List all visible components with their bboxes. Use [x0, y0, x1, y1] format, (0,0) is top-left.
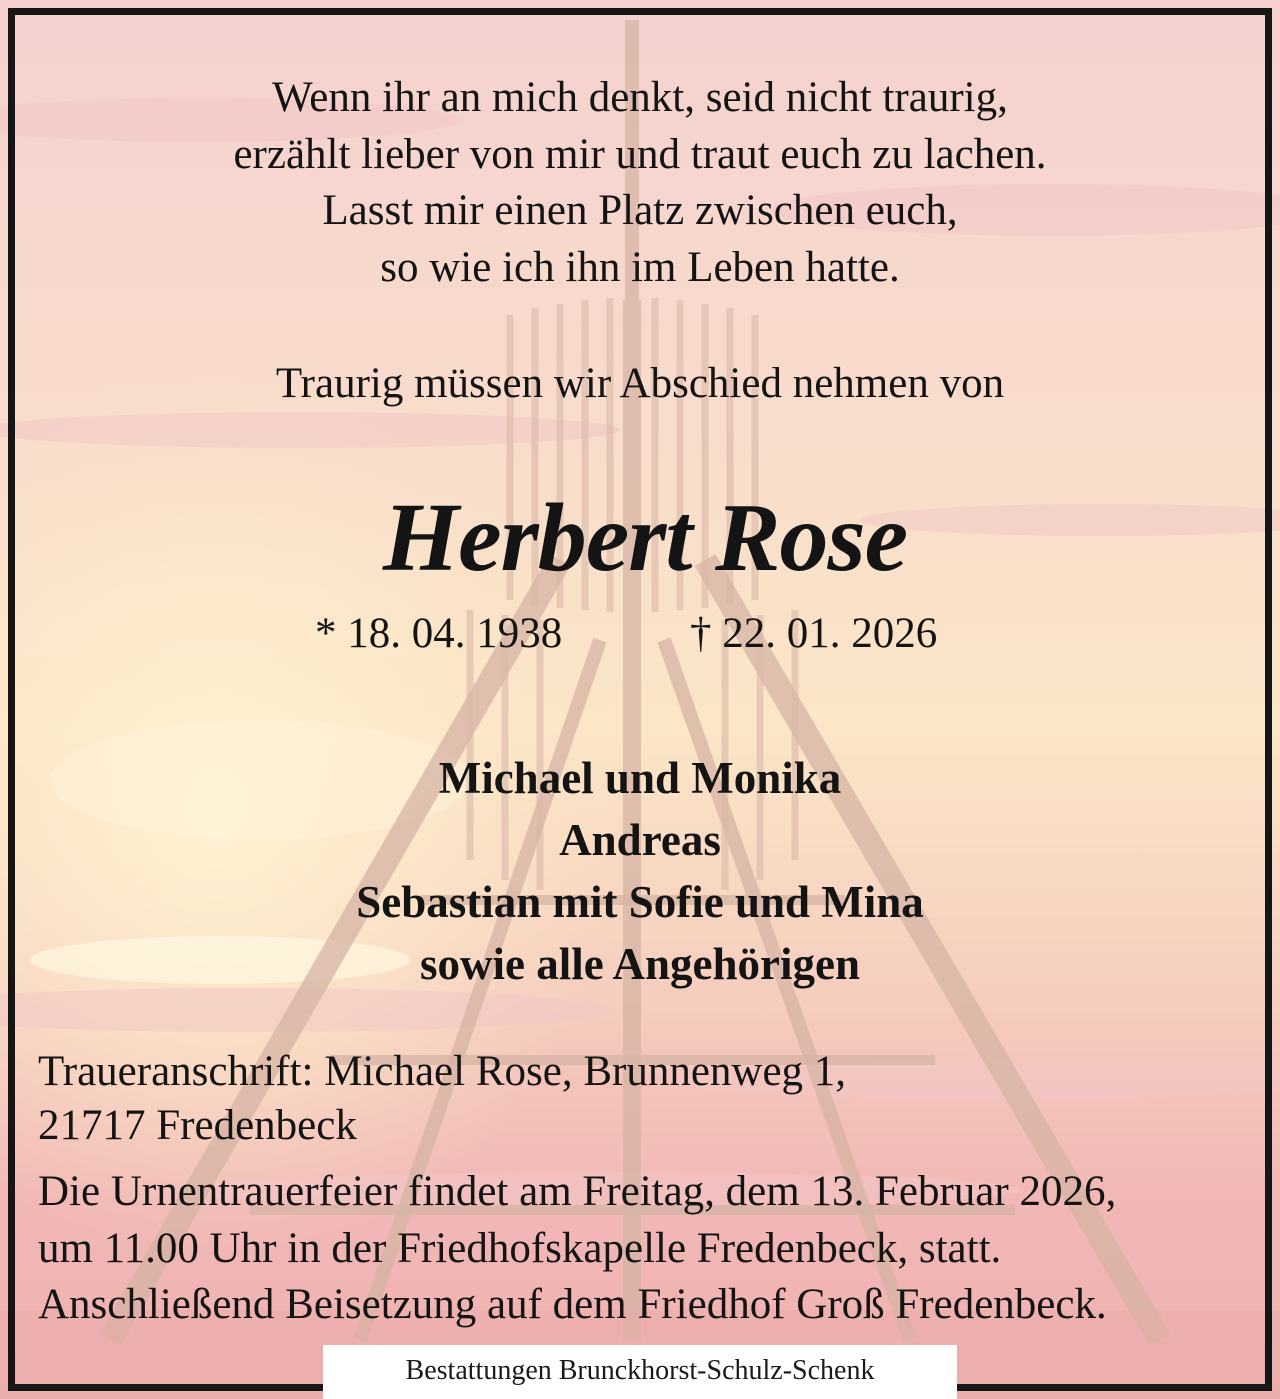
- mourner-line: Sebastian mit Sofie und Mina: [356, 877, 924, 927]
- mourning-address: [38, 1045, 1258, 1153]
- mourners-list: [0, 747, 1280, 995]
- ceremony-line: Anschließend Beisetzung auf dem Friedhof Groß Fredenbeck.: [38, 1281, 1107, 1328]
- ceremony-line: Die Urnentrauerfeier findet am Freitag, dem 13. Februar 2026,: [38, 1168, 1117, 1215]
- mourner-line: Michael und Monika: [438, 753, 842, 803]
- mourner-line: sowie alle Angehörigen: [420, 939, 860, 989]
- farewell-intro: Traurig müssen wir Abschied nehmen von: [275, 360, 1005, 407]
- poem-line: so wie ich ihn im Leben hatte.: [380, 243, 900, 291]
- ceremony-details: [38, 1164, 1263, 1334]
- address-line: Traueranschrift: Michael Rose, Brunnenweg 1,: [38, 1048, 847, 1095]
- poem-line: erzählt lieber von mir und traut euch zu lachen.: [233, 130, 1047, 178]
- poem: [0, 70, 1280, 296]
- death-date: † 22. 01. 2026: [690, 610, 938, 657]
- deceased-name: Herbert Rose: [382, 484, 908, 592]
- funeral-home-label: Bestattungen Brunckhorst-Schulz-Schenk: [323, 1345, 957, 1399]
- address-line: 21717 Fredenbeck: [38, 1102, 357, 1149]
- birth-date: * 18. 04. 1938: [315, 610, 563, 657]
- ceremony-line: um 11.00 Uhr in der Friedhofskapelle Fredenbeck, statt.: [38, 1224, 1002, 1272]
- poem-line: Lasst mir einen Platz zwischen euch,: [322, 187, 958, 234]
- poem-line: Wenn ihr an mich denkt, seid nicht traurig,: [272, 74, 1008, 121]
- mourner-line: Andreas: [559, 815, 721, 865]
